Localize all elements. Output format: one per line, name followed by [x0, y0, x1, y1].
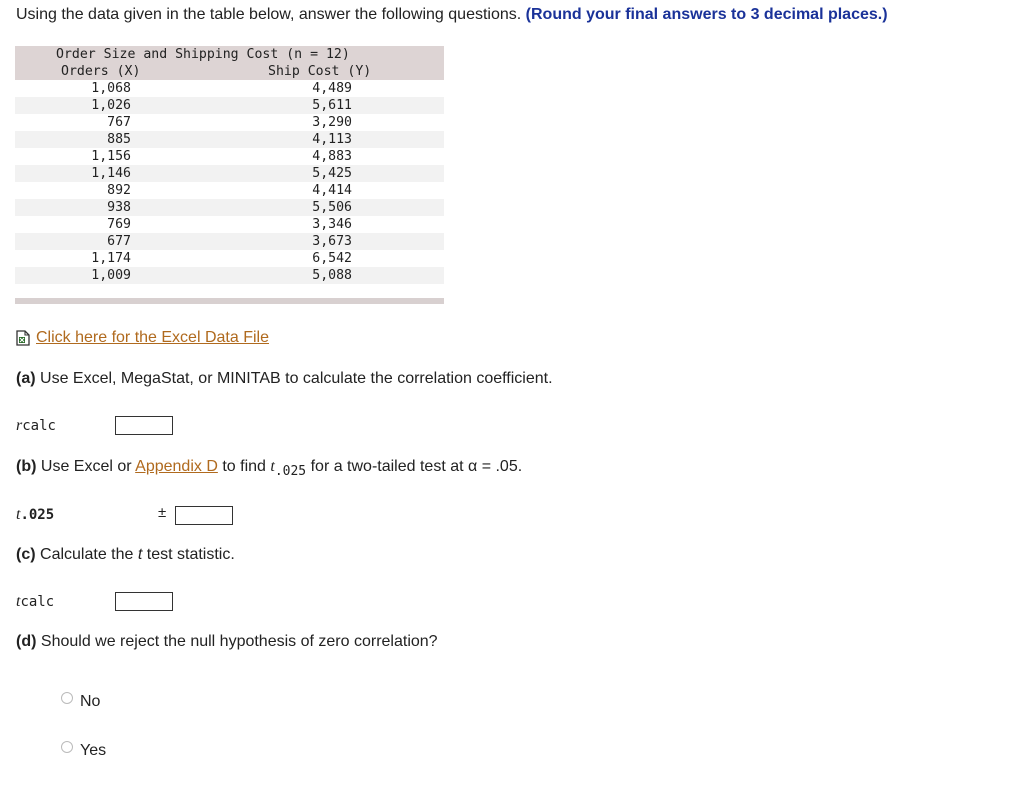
- radio-yes[interactable]: [61, 741, 73, 753]
- cell-y: 3,673: [312, 234, 352, 249]
- question-c-label: (c): [16, 546, 36, 563]
- instructions-text: Using the data given in the table below, answer the following questions.: [16, 6, 522, 23]
- var-tc-sub: calc: [20, 594, 55, 610]
- question-d-label: (d): [16, 633, 37, 650]
- question-a-label: (a): [16, 370, 36, 387]
- question-b-t-subscript: .025: [274, 464, 307, 479]
- instructions: [16, 6, 888, 24]
- question-b-text-3: for a two-tailed test at α = .05.: [310, 458, 523, 475]
- option-yes-label: Yes: [80, 742, 107, 759]
- table-row: [15, 199, 444, 216]
- question-c-text-1: Calculate the: [40, 546, 134, 563]
- table-row: [15, 97, 444, 114]
- cell-y: 4,883: [312, 149, 352, 164]
- cell-x: 677: [107, 234, 131, 249]
- cell-y: 5,425: [312, 166, 352, 181]
- cell-x: 1,068: [91, 81, 131, 96]
- question-d-text: Should we reject the null hypothesis of zero correlation?: [40, 633, 438, 650]
- question-a: [16, 370, 553, 388]
- cell-y: 6,542: [312, 251, 352, 266]
- table-row: [15, 165, 444, 182]
- question-c-text-2: test statistic.: [146, 546, 235, 563]
- table-title: Order Size and Shipping Cost (n = 12): [15, 46, 444, 63]
- cell-x: 769: [107, 217, 131, 232]
- cell-y: 5,611: [312, 98, 352, 113]
- question-c: [16, 546, 235, 564]
- cell-x: 1,146: [91, 166, 131, 181]
- var-tc: t: [16, 593, 21, 610]
- question-b-text-1: Use Excel or: [40, 458, 132, 475]
- table-header: [15, 63, 444, 80]
- table-row: [15, 182, 444, 199]
- plus-minus-sign: ±: [158, 504, 167, 521]
- question-d: [16, 633, 438, 651]
- table-row: [15, 216, 444, 233]
- cell-y: 3,290: [312, 115, 352, 130]
- cell-x: 1,026: [91, 98, 131, 113]
- option-no-label: No: [80, 693, 101, 710]
- table-row: [15, 267, 444, 284]
- var-t: t: [16, 506, 21, 523]
- excel-file-link-text[interactable]: Click here for the Excel Data File: [36, 329, 269, 346]
- excel-file-link[interactable]: [16, 329, 269, 347]
- var-r-sub: calc: [22, 418, 56, 434]
- table-row: [15, 80, 444, 97]
- data-table: [15, 46, 444, 304]
- cell-y: 4,113: [312, 132, 352, 147]
- table-row: [15, 250, 444, 267]
- cell-x: 1,174: [91, 251, 131, 266]
- cell-x: 892: [107, 183, 131, 198]
- r-calc-input[interactable]: [115, 416, 173, 435]
- question-b-text-2: to find: [222, 458, 266, 475]
- column-header-x: Orders (X): [61, 64, 141, 79]
- option-no[interactable]: [61, 693, 100, 711]
- table-row: [15, 131, 444, 148]
- cell-x: 1,156: [91, 149, 131, 164]
- t-calc-label: [16, 593, 54, 611]
- question-a-text: Use Excel, MegaStat, or MINITAB to calculate the correlation coefficient.: [40, 370, 553, 387]
- question-b: [16, 458, 523, 479]
- table-row: [15, 233, 444, 250]
- cell-y: 5,088: [312, 268, 352, 283]
- column-header-y: Ship Cost (Y): [268, 64, 372, 79]
- t-025-label: [16, 506, 54, 524]
- cell-y: 3,346: [312, 217, 352, 232]
- t-calc-input[interactable]: [115, 592, 173, 611]
- excel-file-icon: [16, 330, 30, 346]
- r-calc-label: [16, 417, 56, 435]
- question-c-t-symbol: t: [137, 546, 143, 563]
- table-footer-bar: [15, 298, 444, 304]
- var-t-sub: .025: [20, 507, 55, 523]
- appendix-d-link[interactable]: Appendix D: [135, 458, 218, 475]
- cell-x: 938: [107, 200, 131, 215]
- cell-x: 885: [107, 132, 131, 147]
- cell-y: 4,489: [312, 81, 352, 96]
- table-row: [15, 114, 444, 131]
- table-row: [15, 148, 444, 165]
- question-b-label: (b): [16, 458, 37, 475]
- cell-x: 767: [107, 115, 131, 130]
- question-b-t-symbol: t: [270, 458, 275, 475]
- var-r: r: [16, 417, 23, 434]
- cell-y: 5,506: [312, 200, 352, 215]
- t-025-input[interactable]: [175, 506, 233, 525]
- cell-y: 4,414: [312, 183, 352, 198]
- rounding-note: (Round your final answers to 3 decimal places.): [525, 6, 888, 23]
- option-yes[interactable]: [61, 742, 106, 760]
- radio-no[interactable]: [61, 692, 73, 704]
- cell-x: 1,009: [91, 268, 131, 283]
